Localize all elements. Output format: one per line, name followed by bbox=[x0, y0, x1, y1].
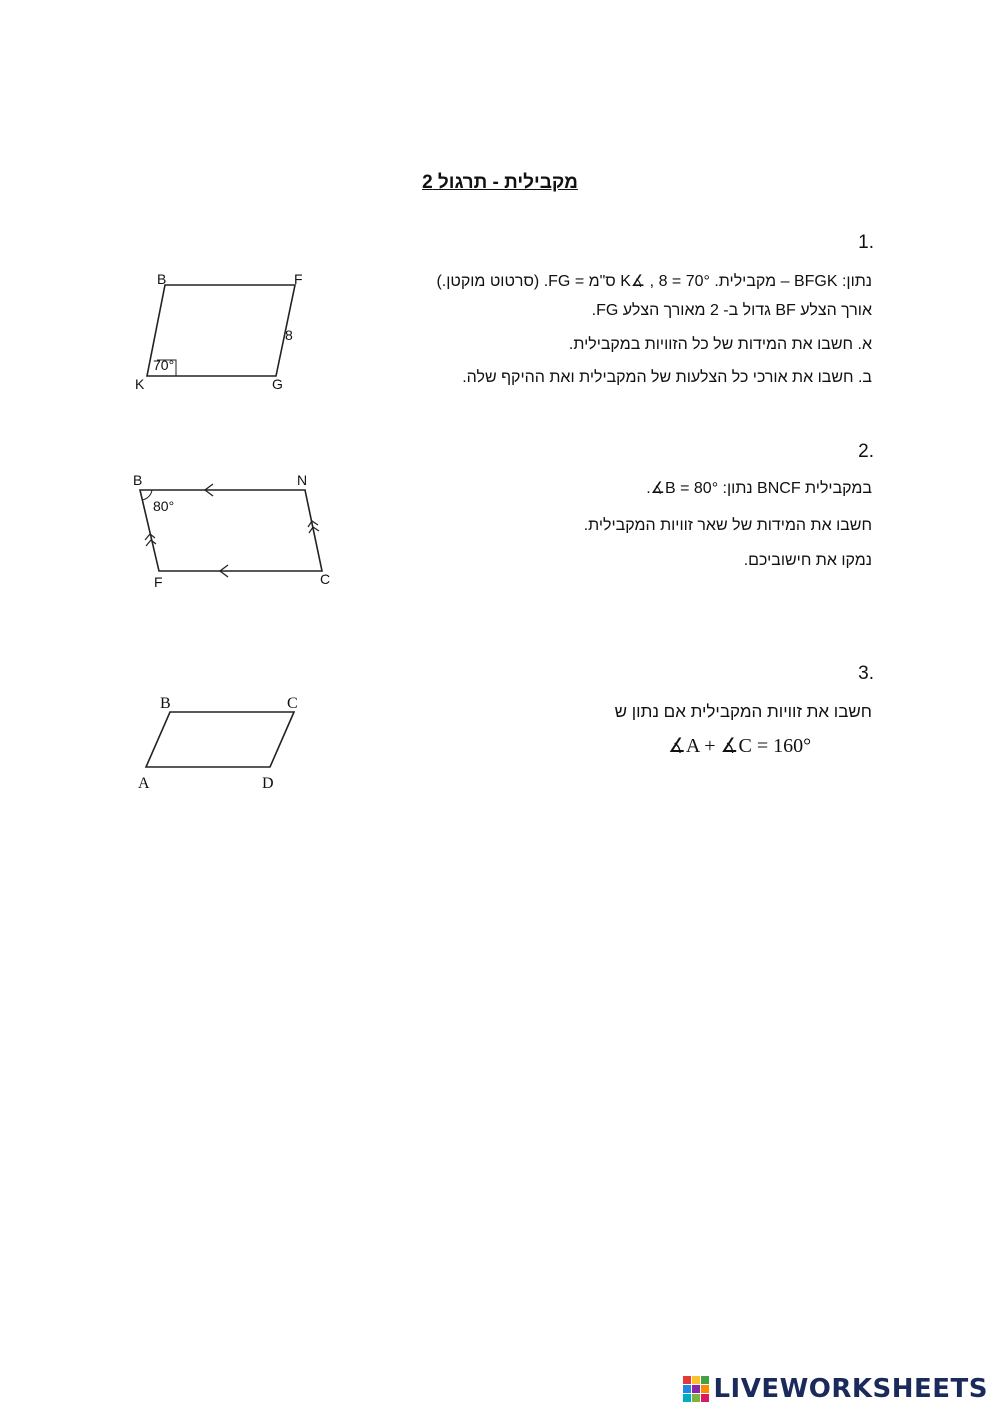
q2-label-C: C bbox=[320, 571, 331, 587]
q1-number: 1. bbox=[858, 232, 874, 253]
q2-label-F: F bbox=[154, 574, 163, 590]
q3-label-B: B bbox=[160, 695, 171, 712]
q1-label-K: K bbox=[135, 376, 145, 392]
q1-side-label: 8 bbox=[285, 327, 293, 343]
q2-angle-arc bbox=[142, 490, 152, 500]
q1-label-G: G bbox=[272, 376, 283, 392]
q3-label-D: D bbox=[262, 775, 274, 792]
q2-line2: חשבו את המידות של שאר זוויות המקבילית. bbox=[583, 517, 872, 534]
q1-line1: נתון: BFGK – מקבילית. 70° = K∡ , 8 ס"מ = FG. (סרטוט מוקטן.) bbox=[436, 273, 872, 290]
q2-arrow-left-1 bbox=[145, 534, 155, 540]
q2-line1: במקבילית BNCF נתון: 80° = B∡. bbox=[646, 480, 872, 497]
q2-label-B: B bbox=[133, 472, 143, 488]
q3-number: 3. bbox=[858, 663, 874, 684]
q2-parallelogram bbox=[133, 472, 330, 590]
q3-line1: חשבו את זוויות המקבילית אם נתון ש bbox=[614, 702, 872, 721]
q3-parallelogram bbox=[138, 695, 298, 792]
brand-text: LIVEWORKSHEETS bbox=[713, 1374, 988, 1404]
liveworksheets-logo bbox=[683, 1374, 988, 1404]
page-title: מקבילית - תרגול 2 bbox=[422, 172, 578, 193]
q2-number: 2. bbox=[858, 441, 874, 462]
q3-label-C: C bbox=[287, 695, 298, 712]
q2-angle-label: 80° bbox=[153, 498, 175, 514]
q1-line3: א. חשבו את המידות של כל הזוויות במקבילית. bbox=[568, 336, 872, 353]
q1-line4: ב. חשבו את אורכי כל הצלעות של המקבילית ואת ההיקף שלה. bbox=[462, 369, 872, 386]
q3-parallelogram-shape bbox=[146, 712, 294, 767]
q1-parallelogram bbox=[135, 271, 303, 392]
q2-arrow-left-2 bbox=[146, 540, 156, 546]
q2-label-N: N bbox=[297, 472, 308, 488]
q3-formula: ∡A + ∡C = 160° bbox=[668, 735, 812, 757]
q1-line2: אורך הצלע BF גדול ב- 2 מאורך הצלע FG. bbox=[591, 302, 872, 319]
q2-line3: נמקו את חישוביכם. bbox=[743, 552, 872, 569]
q1-angle-label: 70° bbox=[153, 357, 175, 373]
q1-label-F: F bbox=[294, 271, 303, 287]
brand-mark-icon bbox=[683, 1376, 709, 1402]
q1-label-B: B bbox=[157, 271, 167, 287]
q3-label-A: A bbox=[138, 775, 150, 792]
